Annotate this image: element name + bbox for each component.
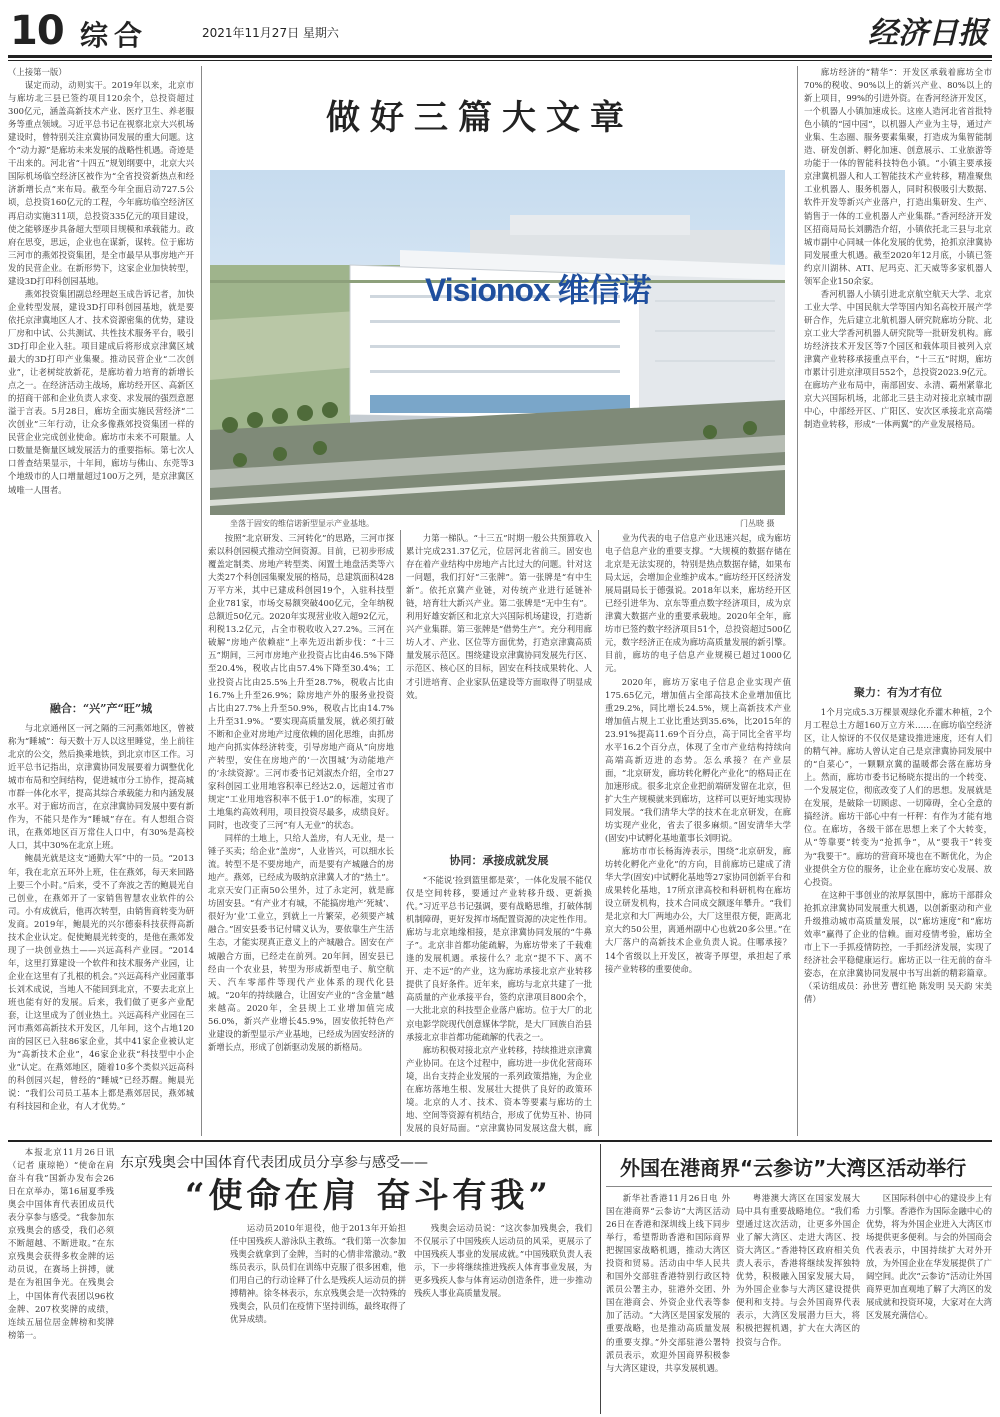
- story2-column-1: [8, 1146, 114, 1412]
- paragraph: 与北京通州区一河之隔的三河燕郊地区，曾被称为“睡城”：每天数十万人以这里睡觉，坐上前往北京的公交，然后换乘地铁，到北京市区工作。习近平总书记指出，京津冀协同发展要着力调整优化城市布局和空间结构，促进城市分工协作，提高城市群一体化水平，提高其综合承载能力和内涵发展水平。对于廊坊而言，在京津冀协同发展中要有新作为，不能只是作为“睡城”存在。有人想组合资讯，在燕郊地区百万常住人口中，有30%是高校人口，其中30%在北京上班。: [8, 723, 194, 851]
- paragraph: 1个月完成5.3万棵景观绿化乔灌木种植，2个月工程总土方超160万立方米……在廊坊临空经济区，让人惊讶的不仅仅是建设推进速度，还有人们的精气神。廊坊人曾认定自己是京津冀协同发展中的“自菜心”，一颗颗京冀的温暖都会落在廊坊身上。然而，廊坊市委书记杨晓东提出的一个转变、一个发展定位，彻底改变了人们的思想。发展就是在发展，是破除一切顾虑、一切障碍，全心全意的搞经济。廊坊干部心中有一杆秤：有作为才能有地位。在廊坊，各级干部在思想上来了个大转变，从“等靠要”转变为“抢抓争”，从“要我干”转变为“我要干”。廊坊的营商环境也在不断优化，为企业提供全方位的服务，让企业在廊坊安心发展、放心投资。: [804, 707, 992, 887]
- main-column-3: [406, 532, 592, 852]
- paragraph: 同样的土地上，只给人盖房，有人无业，是一锤子买卖；给企业“盖房”，人业皆兴，可以细水长流。转型不是不要房地产，而是要有产城融合的房地产。燕郊，已经成为吸纳京津冀人才的“热土”。北京天安门正南50公里外，过了永定河，就是廊坊固安县。“有产业才有城，不能搞房地产‘死城’、很好为‘业’工业立，到就上一片繁荣，必须要产城融合。”固安县委书记付啸义认为，要依靠生产生活生态，才能实现真正意义上的产城融合。固安在产城融合方面，已经走在前列。20年间，固安县已经由一个农业县，转型为形成新型电子、航空航天、汽车零部件等现代产业体系的现代化县城。“20年的持续融合，让固安产业的“含金量”越来越高。2020年，全县规上工业增加值完成56.0%，新兴产业增长45.9%，固安依托特色产业建设的新型显示产业基地，已经成为固安经济的新增长点，形成了创新驱动发展的新格局。: [208, 833, 394, 1052]
- story2-column-2: [230, 1222, 406, 1412]
- paragraph: 区国际科创中心的建设步上有力引擎。香港作为国际金融中心的优势，将为外国企业进入大湾区市场提供更多便利。与会的外国商会代表表示，中国持续扩大对外开放，为外国企业在华发展提供了广阔空间。此次“云参访”活动让外国商界更加直观地了解了大湾区的发展成就和投资环境，大家对在大湾区发展充满信心。: [866, 1193, 992, 1321]
- paragraph: 2020年，廊坊万家电子信息企业实现产值175.65亿元，增加值占全部高技术企业增加值比重29.2%，同比增长24.5%，规上高新技术产业增加值占规上工业比重达到35.6%，比2015年的23.91%提高11.69个百分点，高于同比全省平均水平16.2个百分点，体现了全市产业结构持续向高端高新迈进的态势。怎么承接？在产业层面，“北京研发，廊坊转化孵化产业化”的格局正在加速形成。很多北京企业把前端研发留在北京，但扩大生产规模就来到廊坊，这样可以更好地实现协同发展。“我们清华大学的技术在北京研发，在廊坊实现产业化，省去了很多麻烦。”固安清华大学(固安)中试孵化基地董事长刘明说。: [605, 676, 791, 844]
- story2-kicker: 东京残奥会中国体育代表团成员分享参与感受——: [120, 1155, 428, 1171]
- story2-headline: “使命在肩 奋斗有我”: [185, 1176, 552, 1216]
- main-column-3b: [406, 874, 592, 1136]
- issue-date: 2021年11月27日 星期六: [202, 26, 339, 40]
- paragraph: 力第一梯队。“十三五”时期一般公共预算收入累计完成231.37亿元，位居河北省前三。固安也存在着产业结构中房地产占比过大的问题。针对这一问题，我们打好“三张牌”。第一张牌是“有中生新”。依托京冀产业链，对传统产业进行延链补链，培育壮大新兴产业。第二张牌是“无中生有”。利用好雄安新区和北京大兴国际机场建设，打造新兴产业集群。第三张牌是“借势生产”。充分利用廊坊人才、产业、区位等方面优势，打造京津冀高质量发展示范区。围绕建设京津冀协同发展先行区、示范区、核心区的目标，固安在科技成果转化、人才引进培育、企业家队伍建设等方面取得了明显成效。: [406, 533, 592, 700]
- section-rule: [8, 1140, 992, 1142]
- paragraph: 廊坊积极对接北京产业转移，持续推进京津冀产业协同。在这个过程中，廊坊进一步优化营商环境，出台支持企业发展的一系列政策措施，为企业在廊坊落地生根、发展壮大提供了良好的政策环境。北京的人才、技术、资本等要素与廊坊的土地、空间等资源有机结合，形成了优势互补、协同发展的良好局面。“京津冀协同发展这盘大棋，廊: [406, 1044, 592, 1133]
- subhead: 聚力：有为才有位: [854, 686, 942, 699]
- column-divider: [598, 530, 599, 1136]
- story2-column-3: [414, 1222, 592, 1412]
- subhead-2-box: [406, 852, 592, 872]
- paragraph: 业为代表的电子信息产业迅速兴起，成为廊坊电子信息产业的重要支撑。“大规模的数据存储在北京是无法实现的，特别是热点数据存储，如果布局太远，会增加企业维护成本。”廊坊经开区经济发展局副局长于德强说。2018年以来，廊坊经开区已经引进华为、京东等重点数字经济项目，成为京津冀大数据产业的重要承载地。2020年全年，廊坊市已签约数字经济项目51个，总投资超过500亿元，数字经济正在成为廊坊高质量发展的新引擎。目前，廊坊的电子信息产业规模已超过1000亿元。: [605, 533, 791, 674]
- paragraph: 鲍晨光就是这支“通勤大军”中的一员。“2013年，我在北京五环外上班，住在燕郊，每天来回路上要三个小时。”后来，受不了奔波之苦的鲍晨光自己创业，在燕郊开了一家销售智慧农业软件的公司。小有成就后，他再次转型，由销售商转变为研发商。2019年，鲍晨光的兴尔德泰科技获得高新技术企业认定。促使鲍晨光转变的，是他在燕郊发现了一块创业热土——兴远高科产业园。“2014年，这里打算建设一个软件和技术服务产业园，让企业在这里有了扎根的机会。”兴远高科产业园董事长刘术成说，当地人不能回到北京，不要去北京上班也能有好的发展。后来，我们做了更多产业配套，让这里成为了创业热土。兴远高科产业园在三河市燕郊高新技术开发区，几年间，这个占地120亩的园区已入驻86家企业，其中41家企业被认定为“高新技术企业”，46家企业获“科技型中小企业”认定。在燕郊地区，随着10多个类似兴远高科的科创园兴起，曾经的“睡城”已经苏醒。鲍晨光说：“我们公司员工基本上都是燕郊居民，燕郊城有科技园和企业，有人才优势。”: [8, 853, 194, 1112]
- column-divider: [797, 66, 798, 1136]
- paragraph: 运动员2010年退役，他于2013年开始担任中国残疾人游泳队主教练。“我们第一次参加残奥会就拿到了金牌，当时的心情非常激动。”教练员表示，队员们在训练中克服了很多困难，他们用自己的行动诠释了什么是残疾人运动员的拼搏精神。徐冬林表示，东京残奥会是一次特殊的残奥会，队员们在疫情下坚持训练，最终取得了优异成绩。: [230, 1223, 406, 1325]
- factory-photo: [210, 170, 785, 515]
- paragraph: 在这种干事创业的浓厚氛围中，廊坊干部群众抢抓京津冀协同发展重大机遇，以创新驱动和产业升级推动城市高质量发展，以“廊坊速度”和“廊坊效率”赢得了企业的信赖。面对疫情考验，廊坊全市上下一手抓疫情防控，一手抓经济发展，实现了经济社会平稳健康运行。廊坊正以一往无前的奋斗姿态，在京津冀协同发展中书写出新的精彩篇章。（采访组成员：孙世芳 曹红艳 陈发明 吴天韵 宋美倩）: [804, 889, 992, 1005]
- main-column-4: [605, 532, 791, 1136]
- main-column-1b: [8, 722, 194, 1134]
- paragraph: 燕郊投资集团副总经理赵玉成告诉记者，加快企业转型发展，建设3D打印科创园基地，就是要依托京津冀地区人才、技术资源密集的优势，建设厂房和中试、公共测试、共性技术服务平台，吸引3D打印企业入驻。项目建成后将形成京津冀区域最大的3D打印产业集聚。推动民营企业“二次创业”，让老树绽放新花，是廊坊着力培育的新增长点之一。在经济活动主战场，廊坊经开区、高新区的招商干部和企业负责人求变、求发展的强烈意愿溢于言表。5月28日，廊坊全面实施民营经济“二次创业”三年行动，让众多像燕郊投资集团一样的民营企业完成创业使命。廊坊市未来不可限量。人口数量是衡量区域发展活力的重要指标。第七次人口普查结果显示，十年间，廊坊与佛山、东莞等3个地级市的人口增量超过100万之列，是京津冀区域唯一人围者。: [8, 288, 194, 495]
- paragraph: 谋定而动，动则实干。2019年以来，北京市与廊坊北三县已签约项目120余个，总投资超过300亿元，涵盖高新技术产业、医疗卫生、养老服务等重点领域。习近平总书记在视察北京大兴机场建设时，曾特别关注京冀协同发展的重大问题。这个“动力源”是廊坊未来发展的战略性机遇。奇迹是干出来的。河北省“十四五”规划纲要中，北京大兴国际机场临空经济区被作为“全省投资新热点和经济新增长点”来布局。截至今年全面启动727.5公顷，总投资160亿元的工程，今年廊坊临空经济区再启动实施311项，总投资335亿元的项目建设，使之能够逐步具备超大型项目规模和承载能力。政府在思变，思远，企业也在谋新，谋转。位于廊坊三河市的燕郊投资集团，是全市最早从事房地产开发的民营企业。在新形势下，这家企业加快转型，建设3D打印科创园基地。: [8, 80, 194, 286]
- story3-headline: 外国在港商界“云参访”大湾区活动举行: [620, 1156, 967, 1180]
- column-divider: [600, 1144, 601, 1414]
- main-column-1: [8, 66, 194, 700]
- factory-illustration: [210, 170, 785, 515]
- header-rule-thin: [8, 60, 992, 61]
- column-divider: [400, 530, 401, 1136]
- paragraph: 按照“北京研发、三河转化”的思路，三河市探索以科创园模式推动空间资源。目前，已初步形成覆盖定制类、房地产转型类、闲置土地盘活类等六大类27个科创园集聚发展的格局，总建筑面积428万平方米，其中已建成科创园19个，入驻科技型企业781家，市场交易额突破400亿元，全年纳税总额近50亿元。2020年实现营业收入超92亿元，利税13.2亿元，占全市税收收入27.2%。三河在破解“房地产依赖症”上率先迈出新步伐：“十三五”期间，三河市房地产业投资占比由46.5%下降至20.4%，税收占比由57.4%下降至30.4%；工业投资占比由25.5%上升至28.7%，税收占比由16.7%上升至26.9%；除房地产外的服务业投资占比由27.7%上升至50.9%，税收占比由14.7%上升至31.9%。“要实现高质量发展，就必须打破不断和企业对房地产过度依赖的固化思维，由抓房地产向抓实体经济转变，引导房地产商从“向房地产转型，安住在房地产的‘一次围城’为动能地产的‘永续资源’。三河市委书记刘淑杰介绍，全市27家科创园工业用地容积率已经达2.0，远超过省市规定“工业用地容积率不低于1.0”的标准，实现了土地集约高效利用，项目投资尽最多，成绩良好。同时，也改变了三河“有人无业”的状态。: [208, 533, 394, 831]
- paragraph: 廊坊市市长杨海涛表示，围绕“北京研发，廊坊转化孵化产业化”的方向，目前廊坊已建成了清华大学(固安)中试孵化基地等27家协同创新平台和成果转化基地，17所京津高校和科研机构在廊坊设立研发机构，技术合同成交额逐年攀升。“我们是北京和大厂两地办公，大厂这里很方便，距离北京大约50公里，离通州副中心也就20多公里。”在大厂落户的高新技术企业负责人说。住哪承接？14个省级以上开发区，被寄予厚望，承担起了承接产业转移的重要使命。: [605, 846, 791, 974]
- paragraph: 香河机器人小镇引进北京航空航天大学、北京工业大学、中国民航大学等国内知名高校开展产学研合作，先后建立北航机器人研究院廊坊分院、北京工业大学香河机器人研究院等一批研发机构。廊坊经济技术开发区等7个园区和载体项目被列入京津冀产业转移承接重点平台，“十三五”时期，廊坊市累计引进京津项目552个，总投资2023.9亿元。在廊坊产业布局中，南部固安、永清、霸州紧靠北京大兴国际机场，北部北三县主动对接北京城市副中心，中部经开区、广阳区、安次区承接北京高端制造业转移，形成“一体两翼”的产业发展格局。: [804, 288, 992, 430]
- page-number: 10: [10, 8, 64, 54]
- paragraph: 残奥会运动员说：“这次参加残奥会，我们不仅展示了中国残疾人运动员的风采，更展示了中国残疾人事业的发展成就。”中国残联负责人表示，下一步将继续推进残疾人体育事业发展，为更多残疾人参与体育运动创造条件，进一步推动残疾人事业高质量发展。: [414, 1223, 592, 1299]
- paragraph: 粤港澳大湾区在国家发展大局中具有重要战略地位。“我们希望通过这次活动，让更多外国企业了解大湾区、走进大湾区、投资大湾区。”香港特区政府相关负责人表示，香港将继续发挥独特优势，积极融入国家发展大局，为外国企业参与大湾区建设提供便利和支持。与会外国商界代表表示，大湾区发展潜力巨大，将积极把握机遇，扩大在大湾区的投资与合作。: [736, 1193, 860, 1347]
- section-title: 综合: [80, 19, 149, 52]
- column-divider: [201, 66, 202, 1136]
- continued-note: （上接第一版）: [8, 67, 67, 77]
- paragraph: 本报北京11月26日讯（记者 康琼艳）“使命在肩 奋斗有我”国新办发布会26日在京举办，第16届夏季残奥会中国体育代表团成员代表分享参与感受。“我参加东京残奥会的感受，我们必须不断超越、不断进取。”在东京残奥会获得多枚金牌的运动员说，在赛场上拼搏，就是在为祖国争光。在残奥会上，中国体育代表团以96枚金牌、207枚奖牌的成绩，连续五届位居金牌榜和奖牌榜第一。: [8, 1147, 114, 1340]
- photo-caption: 坐落于固安的维信诺新型显示产业基地。: [230, 519, 374, 528]
- story3-column-2: [736, 1192, 860, 1412]
- paragraph: 廊坊经济的“精华”：开发区承载着廊坊全市70%的税收、90%以上的新兴产业、80%以上的新上项目，99%的引进外资。在香河经济开发区，一个机器人小镇加速成长。这座人造河北省首批特色小镇的“园中园”，以机器人产业为主导，通过产业集、生态圈、服务要素集聚，打造成为集智能制造、研发创新、孵化加速、创意展示、工业旅游等功能于一体的智能科技特色小镇。“小镇主要承接京津冀机器人和人工智能技术产业转移，精准聚焦工业机器人、服务机器人，同时积极吸引大数据、软件开发等新兴产业落户，打造出集研发、生产、销售于一体的工业机器人产业集群。”香河经济开发区招商局局长刘鹏浩介绍，小镇依托北三县与北京城市副中心同城一体化发展的优势，抢抓京津冀协同发展重大机遇。截至2020年12月底，小镇已签约京川湖林、ATI、尼玛克、汇天威等多家机器人领军企业150余家。: [804, 67, 992, 286]
- subhead-1-box: [8, 700, 194, 720]
- main-column-2: [208, 532, 394, 1136]
- main-column-5: [804, 66, 992, 682]
- main-column-5b: [804, 706, 992, 1136]
- subhead: 协同：承接成就发展: [449, 854, 549, 867]
- main-headline: 做好三篇大文章: [326, 98, 634, 138]
- building-sign: Visionox 维信诺: [425, 272, 651, 308]
- story3-rule: [606, 1186, 992, 1187]
- story3-column-3: [866, 1192, 992, 1412]
- header-rule: [8, 55, 992, 58]
- subhead: 融合：“兴”产“旺”城: [49, 702, 153, 715]
- paragraph: 新华社香港11月26日电 外国在港商界“云参访”大湾区活动26日在香港和深圳线上线下同步举行，希望帮助香港和国际商界把握国家战略机遇，推动大湾区投资和贸易。活动由中华人民共和国外交部驻香港特别行政区特派员公署主办，驻港外交团、外国在港商会、外资企业代表等参加了活动。“大湾区是国家发展的重要战略，也是推动高质量发展的重要支撑。”外交部驻港公署特派员表示，欢迎外国商界积极参与大湾区建设，共享发展机遇。: [606, 1193, 730, 1373]
- paragraph: “不能说‘捡到篮里都是菜’，一体化发展不能仅仅是空间转移，要通过产业转移升级、更新换代。”习近平总书记强调，要有战略思维，打破体制机制障碍，更好发挥市场配置资源的决定性作用。廊坊与北京地缘相接，是京津冀协同发展的“牛鼻子”。北京非首都功能疏解，为廊坊带来了千载难逢的发展机遇。承接什么？北京“提不下、离不开、走不远”的产业，这为廊坊承接北京产业转移提供了良好条件。近年来，廊坊与北京共建了一批高质量的产业承接平台，签约京津项目800余个，一大批北京的科技型企业落户廊坊。位于大厂的北京电影学院现代创意媒体学院，是大厂回族自治县承接北京非首都功能疏解的代表之一。: [406, 875, 592, 1042]
- newspaper-logo: 经济日报: [868, 16, 988, 51]
- subhead-3-box: [804, 684, 992, 704]
- photo-credit: 门丛晓 摄: [740, 519, 775, 528]
- story3-column-1: [606, 1192, 730, 1412]
